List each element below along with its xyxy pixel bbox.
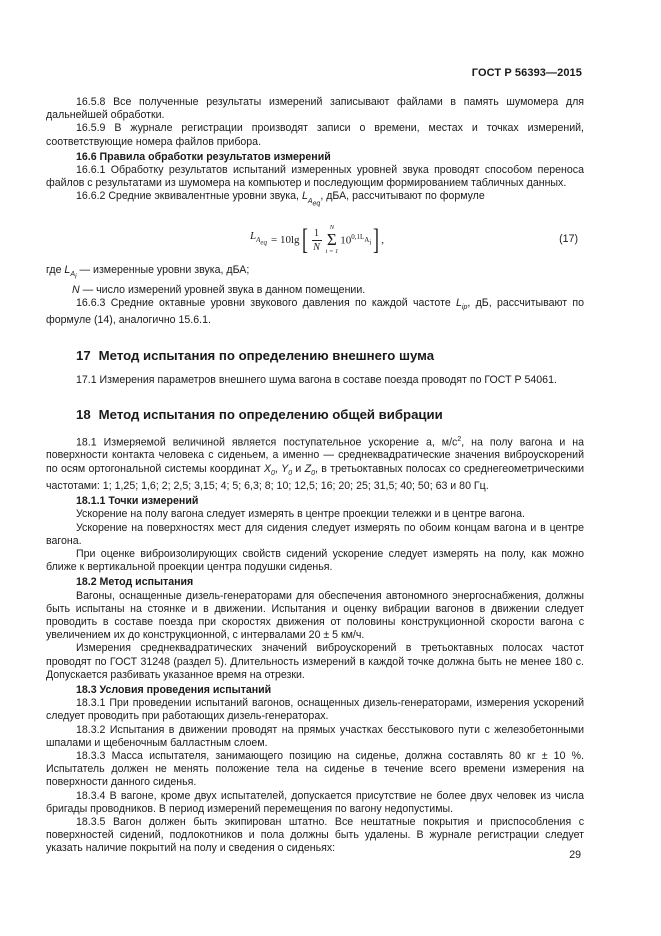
paragraph-18-3-3: 18.3.3 Масса испытателя, занимающего позицию на сиденье, должна составлять 80 кг ± 10 %. Испытатель должен не менять положение тела на сиденье в течение всего времени измерения на поверхности данного сиденья.: [46, 750, 584, 789]
section-17-title: Метод испытания по определению внешнего шума: [98, 347, 435, 363]
paragraph-16-6-3-text-b: , дБ, рассчитывают по формуле (14), аналогично 15.6.1.: [46, 297, 584, 327]
paragraph-18-2-b: Измерения среднеквадратических значений виброускорений в третьоктавных полосах частот проводят по ГОСТ 31248 (раздел 5). Длительность измерений в каждой точке должна быть не менее 180 с. Допускается разбивать указанное время на отрезки.: [46, 642, 584, 681]
paragraph-18-1-1-b: Ускорение на поверхностях мест для сидения следует измерять по обоим концам вагона и в центре вагона.: [46, 521, 584, 547]
power-base: 10: [340, 234, 352, 247]
formula-lhs-sub: A: [256, 236, 261, 245]
power-exponent-sub: A: [364, 235, 370, 244]
subheading-18-2: 18.2 Метод испытания: [76, 576, 194, 589]
paragraph-17-1: 17.1 Измерения параметров внешнего шума вагона в составе поезда проводят по ГОСТ Р 54061.: [76, 373, 557, 386]
power-exponent: 0,1L: [351, 233, 365, 242]
formula-lhs-symbol: L: [250, 230, 257, 243]
symbol-l-ai-sub: A: [70, 271, 75, 279]
paragraph-16-5-8: 16.5.8 Все полученные результаты измерений записывают файлами в память шумомера для дальнейшей обработки.: [46, 96, 584, 122]
sum-sigma: Σ: [326, 230, 337, 250]
coord-sep: ,: [274, 462, 282, 475]
fraction-denominator: N: [313, 241, 320, 253]
formula-sum: [326, 224, 339, 256]
coord-z-sub: 0: [311, 469, 316, 477]
subheading-18-3: 18.3 Условия проведения испытаний: [76, 684, 272, 697]
where-n: [46, 284, 584, 297]
coord-z0: [305, 463, 315, 475]
paragraph-16-6-2-text-b: , дБА, рассчитывают по формуле: [320, 190, 485, 203]
paragraph-18-1-text-a: 18.1 Измеряемой величиной является поступательное ускорение a, м/с: [76, 436, 458, 449]
symbol-l-aeq: [301, 190, 321, 207]
formula-bracket-left: [: [301, 223, 308, 257]
formula-equals: = 10lg: [271, 233, 300, 246]
coord-x0: [264, 463, 275, 475]
paragraph-16-6-2-text-a: 16.6.2 Средние эквивалентные уровни звука,: [76, 190, 302, 203]
standard-code-header: ГОСТ Р 56393—2015: [471, 67, 582, 79]
symbol-l-ai-base: L: [64, 264, 71, 277]
coord-y0: [281, 463, 292, 475]
paragraph-18-1-text-b: , на полу вагона и на поверхности контакта человека с сиденьем, а именно — среднеквадратические значения виброускорений по осям ортогональной системы координат: [46, 436, 584, 475]
formula-power: [340, 231, 371, 249]
superscript-2: 2: [457, 435, 462, 443]
paragraph-16-6-2: [46, 190, 584, 210]
formula-bracket-right: ]: [373, 223, 380, 257]
symbol-l-sub: A: [307, 197, 313, 205]
sum-upper-limit: N: [329, 224, 335, 232]
paragraph-18-3-1: 18.3.1 При проведении испытаний вагонов, оснащенных дизель-генераторами, измерения ускорений следует проводить при работающих дизель-генераторах.: [46, 697, 584, 723]
paragraph-18-2-a: Вагоны, оснащенные дизель-генераторами для обеспечения автономного энергоснабжения, должны быть испытаны на стоянке и в движении. Испытания и оценку вибрации вагонов в движении следует проводить в составе поезда при скоростях движения от половины конструкционной скорости вагона с увеличением их до конструкционной, с интервалами 20 ± 5 км/ч.: [46, 589, 584, 642]
paragraph-18-3-2: 18.3.2 Испытания в движении проводят на прямых участках бесстыкового пути с железобетонными шпалами и щебеночным балластным слоем.: [46, 723, 584, 749]
section-17-number: 17: [76, 347, 91, 363]
subheading-18-1-1: 18.1.1 Точки измерений: [76, 495, 199, 508]
paragraph-18-3-4: 18.3.4 В вагоне, кроме двух испытателей, допускается присутствие не более двух человек из числа бригады проводников. В период измерений перемещения по вагону недопустимы.: [46, 789, 584, 815]
paragraph-18-1-text-d: , в третьоктавных полосах со среднегеометрическими частотами: 1; 1,25; 1,6; 2; 2,5; 3,15; 4; 5; 6,3; 8; 10; 12,5; 16; 20; 25; 31,5; 40; 50; 63 и 80 Гц.: [46, 462, 584, 492]
symbol-l-ip-sub: ip: [461, 304, 468, 312]
fraction-numerator: 1: [314, 227, 320, 239]
formula-number: (17): [559, 233, 578, 246]
paragraph-16-6-3: [46, 297, 584, 328]
coord-y-sub: 0: [288, 469, 293, 477]
coord-z-letter: Z: [304, 462, 312, 475]
paragraph-18-1: [46, 433, 584, 493]
subheading-16-6: 16.6 Правила обработки результатов измерений: [76, 150, 331, 163]
section-18-number: 18: [76, 406, 91, 422]
section-18-title: Метод испытания по определению общей вибрации: [98, 406, 443, 422]
symbol-n: N: [72, 283, 80, 296]
paragraph-18-1-1-c: При оценке виброизолирующих свойств сидений ускорение следует измерять на полу, как можно ближе к вертикальной проекции центра подушки сиденья.: [46, 548, 584, 574]
paragraph-16-6-1: 16.6.1 Обработку результатов испытаний измеренных уровней звука проводят способом переноса файлов с результатами из шумомера на компьютер и последующим формированием табличных данных.: [46, 164, 584, 190]
symbol-l-ip-base: L: [456, 297, 462, 310]
symbol-l-ai: [64, 264, 77, 281]
paragraph-16-6-3-text-a: 16.6.3 Средние октавные уровни звукового давления по каждой частоте: [76, 297, 456, 310]
page-number: 29: [569, 849, 581, 861]
where-li: [46, 264, 584, 284]
formula-body: [250, 220, 384, 260]
formula-lhs: [250, 230, 267, 250]
where-n-text: — число измерений уровней звука в данном помещении.: [79, 283, 366, 296]
paragraph-18-1-text-c: и: [292, 462, 305, 475]
power-exponent-subsub: i: [369, 237, 372, 246]
paragraph-16-5-9: 16.5.9 В журнале регистрации производят записи о времени, местах и точках измерений, соответствующие номера файлов прибора.: [46, 122, 584, 148]
section-heading-17: [76, 348, 584, 364]
formula-fraction: [312, 228, 322, 253]
coord-x-sub: 0: [270, 469, 275, 477]
symbol-l-ai-subsub: i: [74, 273, 77, 281]
document-body: [46, 96, 584, 856]
symbol-l-subsub: eq: [312, 199, 321, 207]
formula-trailing-comma: ,: [381, 233, 385, 246]
fraction-line: [312, 240, 322, 241]
symbol-l: L: [301, 190, 308, 203]
symbol-l-ip: [456, 297, 468, 312]
paragraph-18-1-1-a: Ускорение на полу вагона следует измерять в центре проекции тележки и в центре вагона.: [76, 508, 525, 521]
sum-lower-limit: i = 1: [325, 248, 339, 256]
formula-lhs-subsub: eq: [260, 238, 268, 247]
section-heading-18: [76, 407, 584, 423]
paragraph-18-3-5: 18.3.5 Вагон должен быть экипирован штатно. Все нештатные покрытия и приспособления с поверхностей сидений, подлокотников и пола должны быть удалены. В журнале регистрации следует указать наличие покрытий на полу и сведения о сиденьях:: [46, 816, 584, 855]
coord-x-letter: X: [263, 462, 271, 475]
formula-17: [46, 220, 584, 260]
where-li-text: — измеренные уровни звука, дБА;: [76, 264, 250, 277]
where-prefix: где: [46, 264, 65, 277]
coord-y-letter: Y: [281, 462, 289, 475]
